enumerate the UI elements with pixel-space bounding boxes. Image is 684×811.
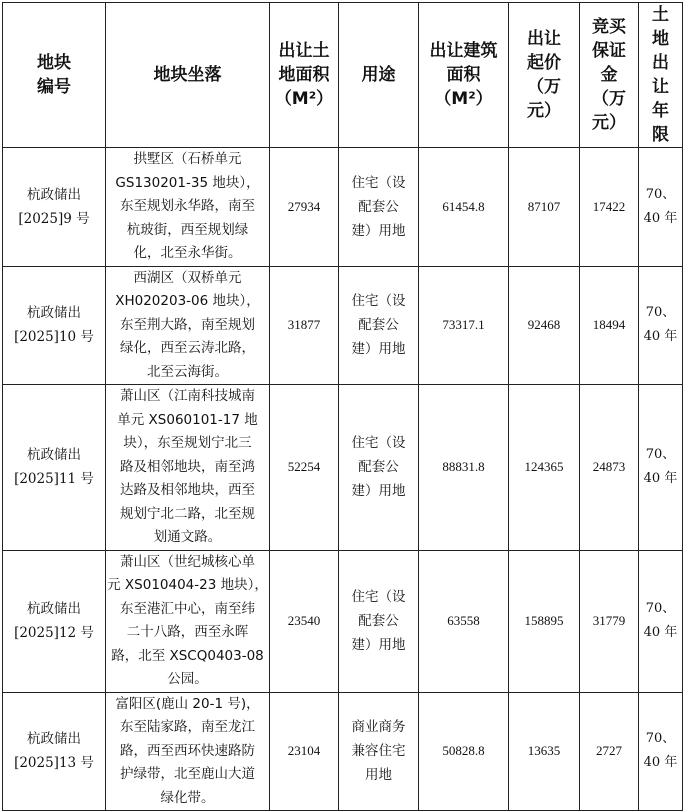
parcel-code: 杭政储出 [2025]13 号 <box>3 692 106 811</box>
land-parcel-table <box>2 2 683 811</box>
header-use: 用途 <box>339 3 419 148</box>
start-price: 124365 <box>509 385 580 551</box>
table-row <box>3 385 683 551</box>
building-area: 88831.8 <box>419 385 509 551</box>
building-area: 73317.1 <box>419 266 509 385</box>
transfer-term: 70、 40 年 <box>639 692 683 811</box>
building-area: 50828.8 <box>419 692 509 811</box>
parcel-location: 富阳区(鹿山 20-1 号)， 东至陆家路，南至龙江 路，西至西环快速路防 护绿带，北至鹿山大道 绿化带。 <box>106 692 270 811</box>
table-row <box>3 148 683 267</box>
land-area: 23540 <box>270 550 339 692</box>
header-start-price: 出让 起价 （万 元） <box>509 3 580 148</box>
parcel-code: 杭政储出 [2025]9 号 <box>3 148 106 267</box>
start-price: 158895 <box>509 550 580 692</box>
land-use: 住宅（设 配套公 建）用地 <box>339 385 419 551</box>
start-price: 92468 <box>509 266 580 385</box>
land-area: 27934 <box>270 148 339 267</box>
header-building-area: 出让建筑 面积 （M²） <box>419 3 509 148</box>
building-area: 63558 <box>419 550 509 692</box>
header-parcel-code: 地块 编号 <box>3 3 106 148</box>
deposit: 31779 <box>580 550 639 692</box>
land-area: 23104 <box>270 692 339 811</box>
transfer-term: 70、 40 年 <box>639 148 683 267</box>
land-use: 住宅（设 配套公 建）用地 <box>339 148 419 267</box>
parcel-location: 萧山区（江南科技城南 单元 XS060101-17 地 块），东至规划宁北三 路及相邻地块，南至鸿 达路及相邻地块，西至 规划宁北二路，北至规 划通文路。 <box>106 385 270 551</box>
transfer-term: 70、 40 年 <box>639 550 683 692</box>
table-row <box>3 550 683 692</box>
parcel-code: 杭政储出 [2025]11 号 <box>3 385 106 551</box>
deposit: 2727 <box>580 692 639 811</box>
land-area: 52254 <box>270 385 339 551</box>
header-row <box>3 3 683 148</box>
deposit: 24873 <box>580 385 639 551</box>
table-row <box>3 266 683 385</box>
header-land-area: 出让土 地面积 （M²） <box>270 3 339 148</box>
parcel-location: 拱墅区（石桥单元 GS130201-35 地块）， 东至规划永华路，南至 杭玻街，西至规划绿 化，北至永华街。 <box>106 148 270 267</box>
land-use: 商业商务 兼容住宅 用地 <box>339 692 419 811</box>
header-location: 地块坐落 <box>106 3 270 148</box>
start-price: 87107 <box>509 148 580 267</box>
parcel-location: 萧山区（世纪城核心单 元 XS010404-23 地块）， 东至港汇中心，南至纬 二十八路，西至永晖 路，北至 XSCQ0403-08 公园。 <box>106 550 270 692</box>
transfer-term: 70、 40 年 <box>639 385 683 551</box>
deposit: 18494 <box>580 266 639 385</box>
header-deposit: 竞买 保证 金 （万 元） <box>580 3 639 148</box>
deposit: 17422 <box>580 148 639 267</box>
land-use: 住宅（设 配套公 建）用地 <box>339 550 419 692</box>
parcel-code: 杭政储出 [2025]12 号 <box>3 550 106 692</box>
table-row <box>3 692 683 811</box>
land-area: 31877 <box>270 266 339 385</box>
building-area: 61454.8 <box>419 148 509 267</box>
start-price: 13635 <box>509 692 580 811</box>
parcel-location: 西湖区（双桥单元 XH020203-06 地块）， 东至荆大路，南至规划 绿化，西至云涛北路， 北至云海街。 <box>106 266 270 385</box>
parcel-code: 杭政储出 [2025]10 号 <box>3 266 106 385</box>
land-use: 住宅（设 配套公 建）用地 <box>339 266 419 385</box>
header-term: 土 地 出 让 年 限 <box>639 3 683 148</box>
transfer-term: 70、 40 年 <box>639 266 683 385</box>
